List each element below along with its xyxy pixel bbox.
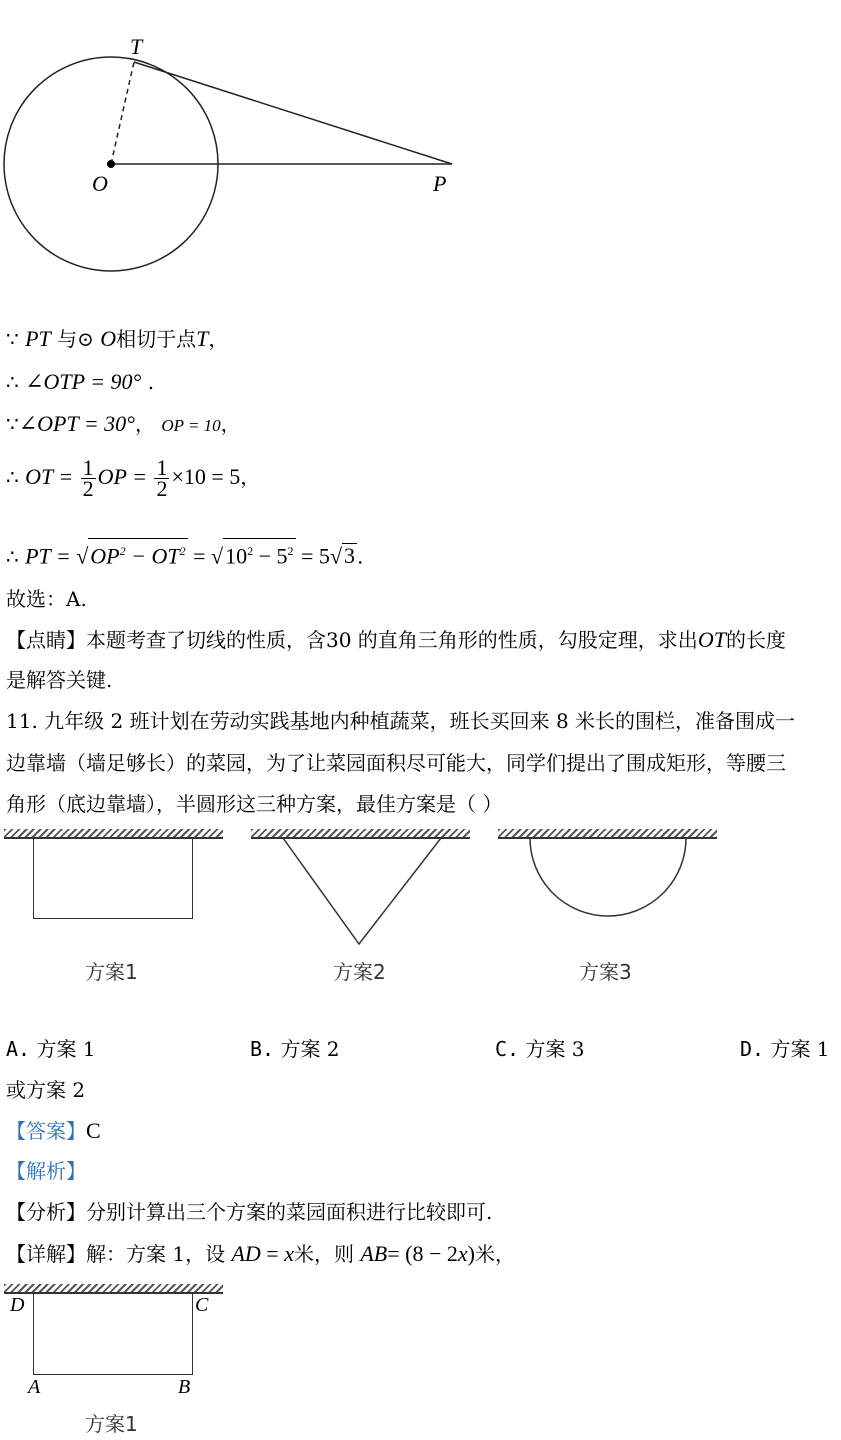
- label-p: P: [433, 171, 447, 196]
- dianjing-line-1: 【点睛】本题考查了切线的性质，含30 的直角三角形的性质，勾股定理，求出OT的长度: [6, 627, 786, 652]
- option-d-continued: 或方案 2: [6, 1078, 86, 1102]
- option-c[interactable]: C. 方案 3: [495, 1037, 585, 1061]
- option-b[interactable]: B. 方案 2: [250, 1037, 340, 1061]
- tangent-figure: [0, 30, 480, 280]
- solution-line-3: ∵∠OPT = 30°， OP = 10，: [6, 411, 241, 436]
- triangle-plan: [251, 838, 471, 950]
- fraction-half: $\frac{1}{2}$: [82, 455, 94, 501]
- label-c: C: [195, 1294, 209, 1316]
- wall-bottom: [4, 1284, 223, 1294]
- option-d[interactable]: D. 方案 1: [740, 1037, 830, 1061]
- label-b: B: [178, 1376, 191, 1398]
- label-d: D: [10, 1294, 25, 1316]
- question-line-3: 角形（底边靠墙），半圆形这三种方案，最佳方案是（ ）: [6, 792, 503, 816]
- choice-line: 故选：A.: [6, 587, 87, 611]
- caption-bottom: 方案1: [85, 1412, 138, 1436]
- answer-label: 【答案】: [6, 1119, 86, 1143]
- center-point: [107, 160, 115, 168]
- sqrt-numeric: $10^2 - 5^2$: [223, 538, 295, 568]
- caption-plan-3: 方案3: [579, 960, 632, 984]
- label-a: A: [28, 1376, 41, 1398]
- rectangle-plan: [33, 838, 193, 919]
- label-t: T: [130, 34, 143, 59]
- solution-line-2: ∴ ∠OTP = 90° .: [6, 369, 155, 394]
- radius-ot: [111, 62, 134, 164]
- dianjing-line-2: 是解答关键.: [6, 668, 113, 692]
- semicircle-plan: [498, 838, 718, 922]
- fenxi-line: 【分析】分别计算出三个方案的菜园面积进行比较即可.: [6, 1200, 493, 1224]
- rectangle-abcd: [33, 1294, 193, 1375]
- analysis-label: 【解析】: [6, 1159, 86, 1183]
- sqrt-expression: $OP^2 - OT^2$: [88, 538, 187, 568]
- caption-plan-2: 方案2: [333, 960, 386, 984]
- solution-line-4: ∴ OT = $\frac{1}{2}$ OP = $\frac{1}{2}$ ×10 = 5，: [6, 455, 261, 501]
- detail-line: 【详解】解：方案 1，设 AD = x米，则 AB= (8 − 2x)米，: [6, 1241, 515, 1266]
- label-o: O: [92, 171, 108, 196]
- question-line-2: 边靠墙（墙足够长）的菜园，为了让菜园面积尽可能大，同学们提出了围成矩形，等腰三: [6, 751, 786, 775]
- answer-line: [6, 1117, 101, 1145]
- tangent-pt: [134, 62, 452, 164]
- fraction-half: $\frac{1}{2}$: [156, 455, 168, 501]
- caption-plan-1: 方案1: [85, 960, 138, 984]
- solution-line-1: ∵ PT 与⊙ O相切于点T，: [6, 326, 229, 351]
- solution-line-5: ∴ PT = $√OP^2 - OT^2 = √10^2 - 5^2 = 5√3$ .: [6, 538, 363, 570]
- answer-value: C: [86, 1118, 101, 1143]
- question-line-1: 11. 九年级 2 班计划在劳动实践基地内种植蔬菜，班长买回来 8 米长的围栏，准备围成一: [6, 709, 796, 733]
- option-a[interactable]: A. 方案 1: [6, 1037, 96, 1061]
